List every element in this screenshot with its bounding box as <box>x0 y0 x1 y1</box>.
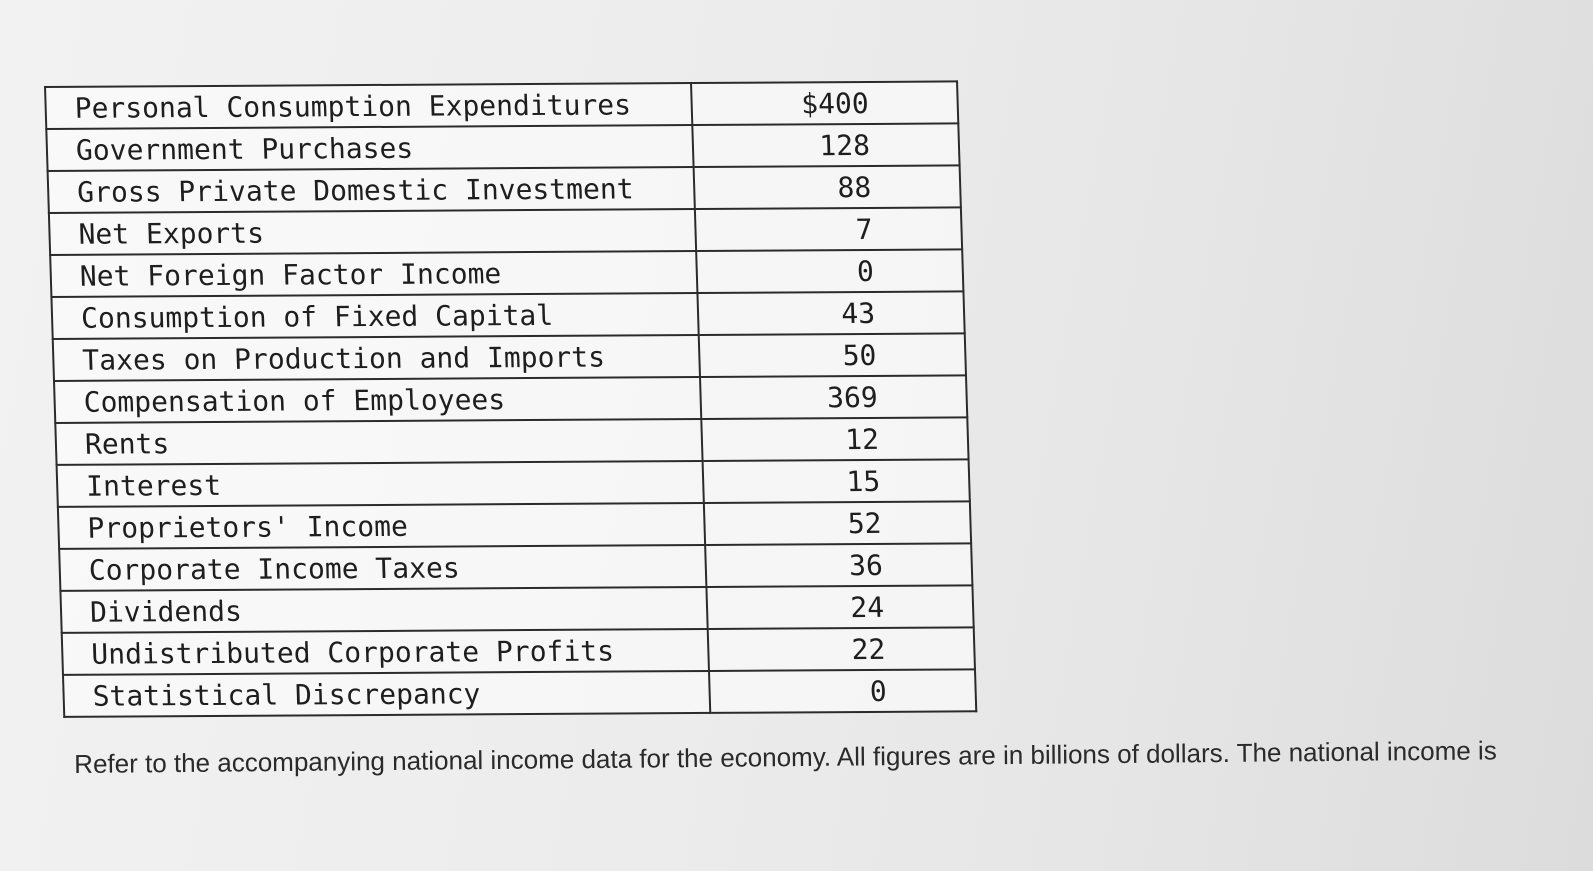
table-body <box>45 81 976 716</box>
row-label: Personal Consumption Expenditures <box>45 83 692 129</box>
row-label: Gross Private Domestic Investment <box>48 167 695 213</box>
row-label: Proprietors' Income <box>58 503 705 549</box>
row-value: 50 <box>698 333 966 377</box>
table-row <box>49 207 962 255</box>
table-row <box>54 375 967 423</box>
row-label: Consumption of Fixed Capital <box>51 293 698 339</box>
row-value: 43 <box>697 291 965 335</box>
table-row <box>57 459 970 507</box>
row-value: 22 <box>707 627 975 671</box>
row-value: $400 <box>691 81 959 125</box>
row-label: Compensation of Employees <box>54 377 701 423</box>
table-row <box>55 417 968 465</box>
table-row <box>59 543 972 591</box>
national-income-table-wrapper <box>44 80 977 717</box>
row-value: 0 <box>709 669 977 713</box>
row-label: Rents <box>55 419 702 465</box>
row-value: 36 <box>705 543 973 587</box>
row-label: Undistributed Corporate Profits <box>62 629 709 675</box>
national-income-table <box>44 80 977 717</box>
row-value: 52 <box>704 501 972 545</box>
table-row <box>63 669 976 717</box>
table-row <box>53 333 966 381</box>
table-row <box>60 585 973 633</box>
row-value: 88 <box>693 165 961 209</box>
row-value: 369 <box>700 375 968 419</box>
row-value: 15 <box>702 459 970 503</box>
row-label: Interest <box>57 461 704 507</box>
row-label: Net Foreign Factor Income <box>50 251 697 297</box>
row-label: Government Purchases <box>46 125 693 171</box>
question-text: Refer to the accompanying national income data for the economy. All figures are in billions of dollars. The national income is <box>74 735 1497 779</box>
row-label: Dividends <box>60 587 707 633</box>
table-row <box>51 291 964 339</box>
row-value: 0 <box>696 249 964 293</box>
table-row <box>45 81 958 129</box>
row-value: 12 <box>701 417 969 461</box>
table-row <box>62 627 975 675</box>
row-value: 24 <box>706 585 974 629</box>
table-row <box>46 123 959 171</box>
table-row <box>58 501 971 549</box>
row-label: Net Exports <box>49 209 696 255</box>
row-label: Corporate Income Taxes <box>59 545 706 591</box>
table-row <box>48 165 961 213</box>
row-value: 7 <box>695 207 963 251</box>
row-value: 128 <box>692 123 960 167</box>
row-label: Taxes on Production and Imports <box>53 335 700 381</box>
table-row <box>50 249 963 297</box>
row-label: Statistical Discrepancy <box>63 671 710 717</box>
